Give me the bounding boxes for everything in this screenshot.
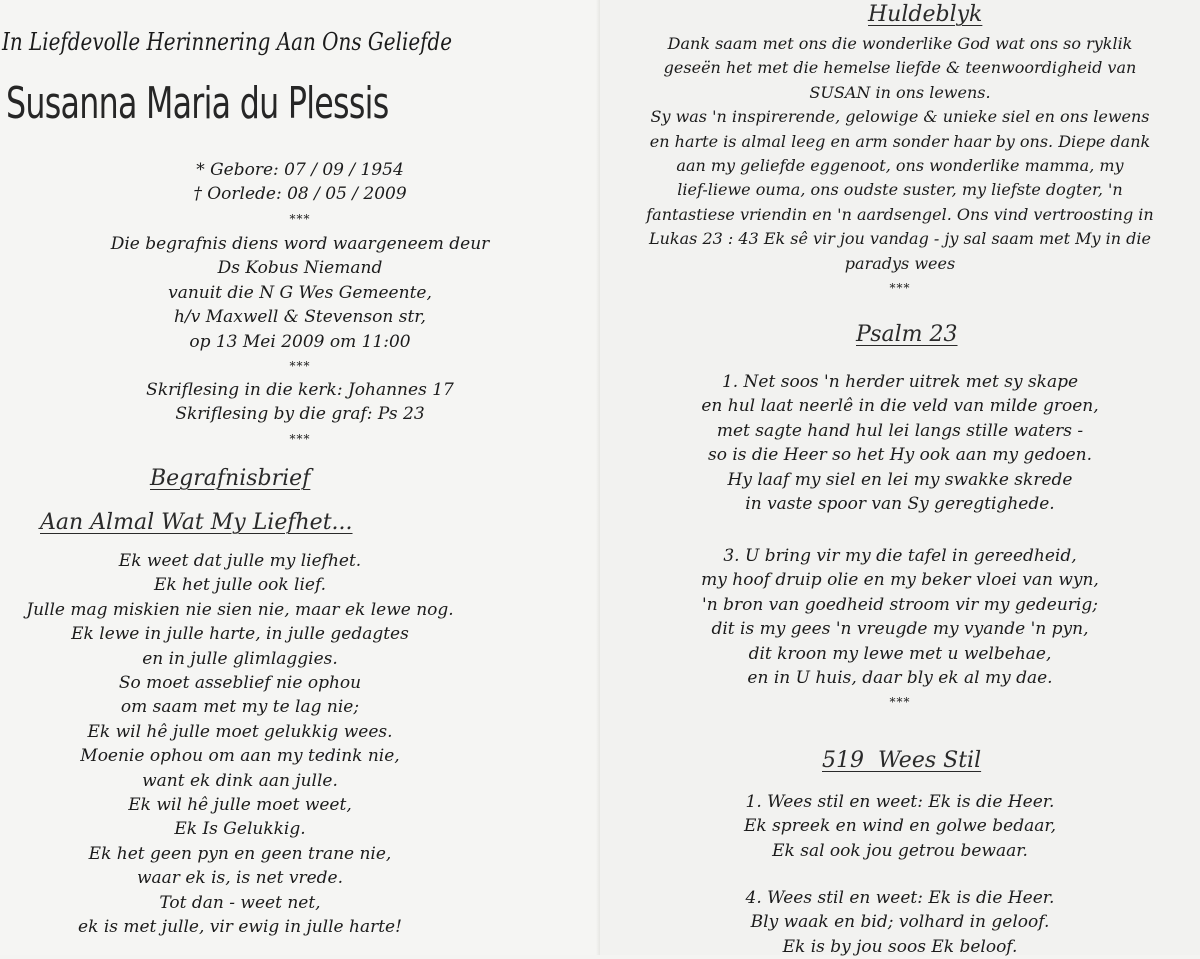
service-details — [0, 232, 600, 378]
tribute-title: Huldeblyk — [868, 2, 983, 27]
service-line: op 13 Mei 2009 om 11:00 — [189, 331, 411, 352]
hymn-line: Ek is by jou soos Ek beloof. — [782, 936, 1018, 957]
letter-line: Tot dan - weet net, — [159, 892, 321, 913]
dates-block — [0, 158, 600, 231]
readings-block — [0, 378, 600, 451]
reading-grave: Skriflesing by die graf: Ps 23 — [175, 404, 425, 425]
tribute-line: aan my geliefde eggenoot, ons wonderlike mamma, my — [676, 156, 1124, 176]
letter-title: Begrafnisbrief — [150, 466, 311, 491]
tribute-line: en harte is almal leeg en arm sonder haar by ons. Diepe dank — [649, 131, 1151, 151]
psalm-line: my hoof druip olie en my beker vloei van wyn, — [701, 570, 1099, 591]
letter-line: om saam met my te lag nie; — [120, 697, 360, 718]
tribute-line: lief-liewe ouma, ons oudste suster, my liefste dogter, 'n — [677, 180, 1123, 200]
psalm-line: Hy laaf my siel en lei my swakke skrede — [727, 469, 1073, 490]
psalm-line: so is die Heer so het Hy ook aan my gedoen. — [707, 445, 1093, 466]
psalm-line: met sagte hand hul lei langs stille waters - — [716, 420, 1084, 441]
letter-line: want ek dink aan julle. — [142, 770, 338, 791]
tribute-line: paradys wees — [844, 253, 956, 273]
letter-line: waar ek is, is net vrede. — [136, 868, 344, 889]
hymn-verse-1 — [600, 790, 1200, 863]
hymn-line: Bly waak en bid; volhard in geloof. — [750, 912, 1050, 933]
tribute-line: fantastiese vriendin en 'n aardsengel. Ons vind vertroosting in — [646, 204, 1154, 224]
tribute-line: Sy was 'n inspirerende, gelowige & unieke siel en ons lewens — [650, 107, 1150, 127]
letter-line: en in julle glimlaggies. — [142, 648, 338, 669]
hymn-line: Ek sal ook jou getrou bewaar. — [772, 840, 1028, 861]
separator: *** — [889, 281, 911, 296]
separator: *** — [289, 359, 311, 374]
letter-line: Ek wil hê julle moet weet, — [128, 795, 352, 816]
tribute-line: Lukas 23 : 43 Ek sê vir jou vandag - jy sal saam met My in die — [649, 229, 1151, 249]
hymn-line: 1. Wees stil en weet: Ek is die Heer. — [745, 792, 1055, 812]
tribute-line: SUSAN in ons lewens. — [809, 82, 991, 102]
psalm-line: in vaste spoor van Sy geregtighede. — [745, 494, 1055, 515]
memorial-header: In Liefdevolle Herinnering Aan Ons Geliefde — [2, 28, 453, 56]
psalm-line: 1. Net soos 'n herder uitrek met sy skape — [721, 372, 1079, 392]
separator: *** — [289, 211, 311, 226]
letter-line: ek is met julle, vir ewig in julle harte! — [78, 917, 402, 938]
service-line: h/v Maxwell & Stevenson str, — [174, 307, 426, 328]
psalm-line: dit is my gees 'n vreugde my vyande 'n pyn, — [711, 619, 1089, 640]
birth-date: * Gebore: 07 / 09 / 1954 — [196, 160, 404, 180]
service-line: Ds Kobus Niemand — [217, 258, 383, 279]
hymn-line: 4. Wees stil en weet: Ek is die Heer. — [745, 888, 1055, 908]
letter-line: So moet asseblief nie ophou — [118, 673, 362, 694]
separator: *** — [889, 695, 911, 710]
deceased-name: Susanna Maria du Plessis — [6, 78, 389, 129]
letter-line: Ek wil hê julle moet gelukkig wees. — [87, 721, 393, 742]
psalm-line: dit kroon my lewe met u welbehae, — [748, 643, 1052, 664]
psalm-line: 3. U bring vir my die tafel in gereedheid, — [723, 546, 1077, 566]
tribute-line: Dank saam met ons die wonderlike God wat ons so ryklik — [667, 34, 1133, 53]
letter-line: Ek het geen pyn en geen trane nie, — [88, 843, 392, 864]
letter-line: Julle mag miskien nie sien nie, maar ek lewe nog. — [26, 599, 454, 620]
right-page — [600, 0, 1200, 955]
letter-line: Ek het julle ook lief. — [153, 575, 327, 596]
death-date: † Oorlede: 08 / 05 / 2009 — [193, 184, 407, 205]
letter-line: Ek Is Gelukkig. — [174, 819, 306, 840]
reading-church: Skriflesing in die kerk: Johannes 17 — [146, 380, 454, 400]
left-page — [0, 0, 600, 955]
psalm-line: en hul laat neerlê in die veld van milde groen, — [701, 396, 1099, 417]
letter-line: Ek weet dat julle my liefhet. — [118, 551, 362, 571]
service-line: vanuit die N G Wes Gemeente, — [168, 282, 432, 303]
psalm-title: Psalm 23 — [856, 322, 958, 347]
hymn-line: Ek spreek en wind en golwe bedaar, — [743, 816, 1057, 837]
tribute-line: geseën het met die hemelse liefde & teenwoordigheid van — [663, 58, 1137, 78]
psalm-line: 'n bron van goedheid stroom vir my gedeurig; — [702, 594, 1098, 615]
psalm-verse-3 — [600, 544, 1200, 714]
letter-line: Ek lewe in julle harte, in julle gedagtes — [71, 624, 409, 645]
tribute-body — [608, 32, 1192, 300]
psalm-line: en in U huis, daar bly ek al my dae. — [747, 668, 1053, 689]
letter-subtitle: Aan Almal Wat My Liefhet... — [40, 510, 353, 535]
letter-line: Moenie ophou om aan my tedink nie, — [80, 746, 400, 767]
separator: *** — [289, 431, 311, 446]
service-line: Die begrafnis diens word waargeneem deur — [110, 234, 490, 254]
letter-body — [0, 549, 480, 940]
psalm-verse-1 — [600, 370, 1200, 516]
hymn-title: 519 Wees Stil — [822, 748, 982, 773]
hymn-verse-4 — [600, 886, 1200, 959]
